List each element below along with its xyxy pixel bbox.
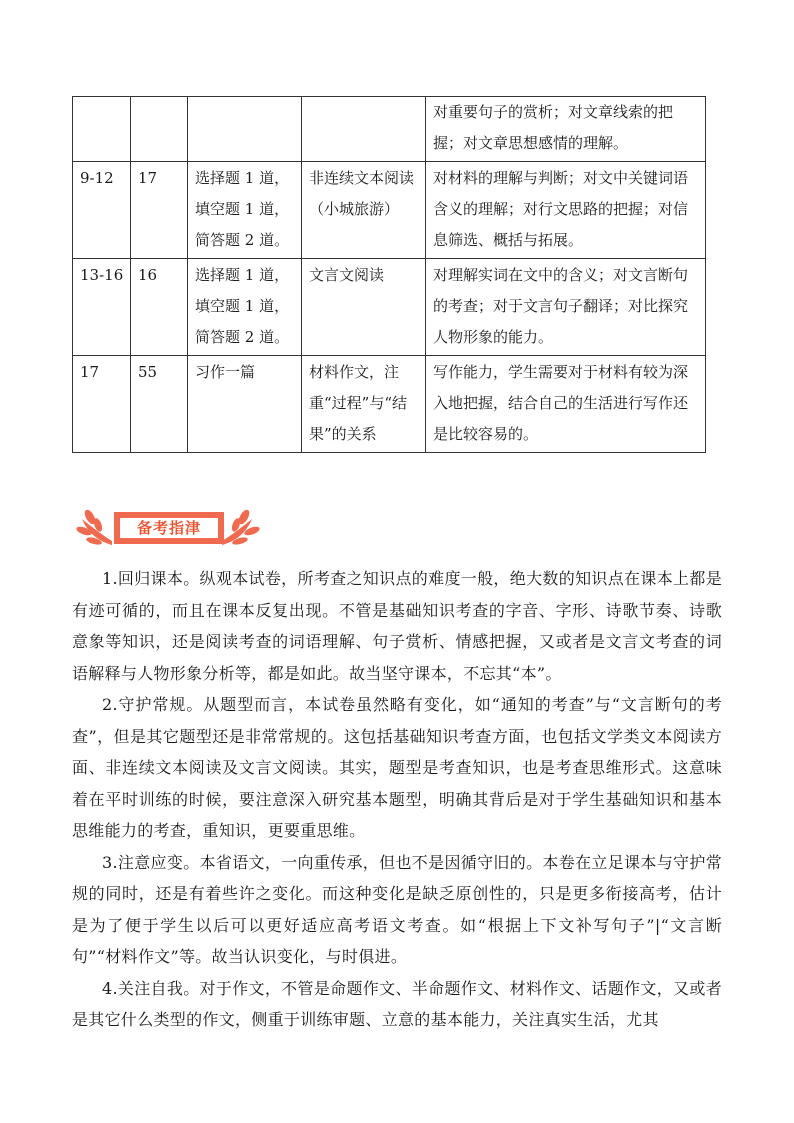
cell-question-number: 13-16: [73, 259, 131, 356]
cell-ability: 对重要句子的赏析；对文章线索的把握；对文章思想感情的理解。: [426, 97, 706, 162]
guidance-paragraph: 2.守护常规。从题型而言，本试卷虽然略有变化，如“通知的考查”与“文言断句的考查”，但是其它题型还是非常常规的。这包括基础知识考查方面，也包括文学类文本阅读方面、非连续文本阅读及文言文阅读。其实，题型是考查知识，也是考查思维形式。这意味着在平时训练的时候，要注意深入研究基本题型，明确其背后是对于学生基础知识和基本思维能力的考查，重知识，更要重思维。: [72, 695, 722, 840]
table-row: [73, 356, 706, 453]
cell-ability: 对材料的理解与判断；对文中关键词语含义的理解；对行文思路的把握；对信息筛选、概括与拓展。: [426, 162, 706, 259]
guidance-paragraph: 3.注意应变。本省语文，一向重传承，但也不是因循守旧的。本卷在立足课本与守护常规的同时，还是有着些许之变化。而这种变化是缺乏原创性的，只是更多衔接高考，估计是为了便于学生以后可以更好适应高考语文考查。如“根据上下文补写句子”|“文言断句”“材料作文”等。故当认识变化，与时俱进。: [72, 852, 722, 966]
exam-analysis-table: [72, 96, 706, 453]
guidance-text: [72, 563, 722, 1036]
section-banner: [76, 505, 266, 551]
cell-content: 非连续文本阅读（小城旅游）: [302, 162, 426, 259]
cell-question-number: 9-12: [73, 162, 131, 259]
guidance-paragraph: 1.回归课本。纵观本试卷，所考查之知识点的难度一般，绝大数的知识点在课本上都是有迹可循的，而且在课本反复出现。不管是基础知识考查的字音、字形、诗歌节奏、诗歌意象等知识，还是阅读考查的词语理解、句子赏析、情感把握，又或者是文言文考查的词语解释与人物形象分析等，都是如此。故当坚守课本，不忘其“本”。: [72, 569, 722, 683]
cell-content: 材料作文，注重“过程”与“结果”的关系: [302, 356, 426, 453]
table-row: [73, 97, 706, 162]
cell-content: [302, 97, 426, 162]
guidance-paragraph: 4.关注自我。对于作文，不管是命题作文、半命题作文、材料作文、话题作文，又或者是其它什么类型的作文，侧重于训练审题、立意的基本能力，关注真实生活，尤其: [72, 978, 722, 1029]
cell-content: 文言文阅读: [302, 259, 426, 356]
cell-question-number: [73, 97, 131, 162]
section-title: 备考指津: [119, 517, 219, 539]
cell-question-type: 选择题 1 道，填空题 1 道，简答题 2 道。: [188, 162, 302, 259]
cell-ability: 写作能力，学生需要对于材料有较为深入地把握，结合自己的生活进行写作还是比较容易的。: [426, 356, 706, 453]
cell-score: 55: [131, 356, 188, 453]
cell-score: 17: [131, 162, 188, 259]
cell-question-number: 17: [73, 356, 131, 453]
cell-score: 16: [131, 259, 188, 356]
cell-score: [131, 97, 188, 162]
table-row: [73, 162, 706, 259]
cell-ability: 对理解实词在文中的含义；对文言断句的考查；对于文言句子翻译；对比探究人物形象的能力。: [426, 259, 706, 356]
cell-question-type: 习作一篇: [188, 356, 302, 453]
table-row: [73, 259, 706, 356]
section-title-box: [114, 512, 224, 544]
cell-question-type: 选择题 1 道，填空题 1 道，简答题 2 道。: [188, 259, 302, 356]
cell-question-type: [188, 97, 302, 162]
